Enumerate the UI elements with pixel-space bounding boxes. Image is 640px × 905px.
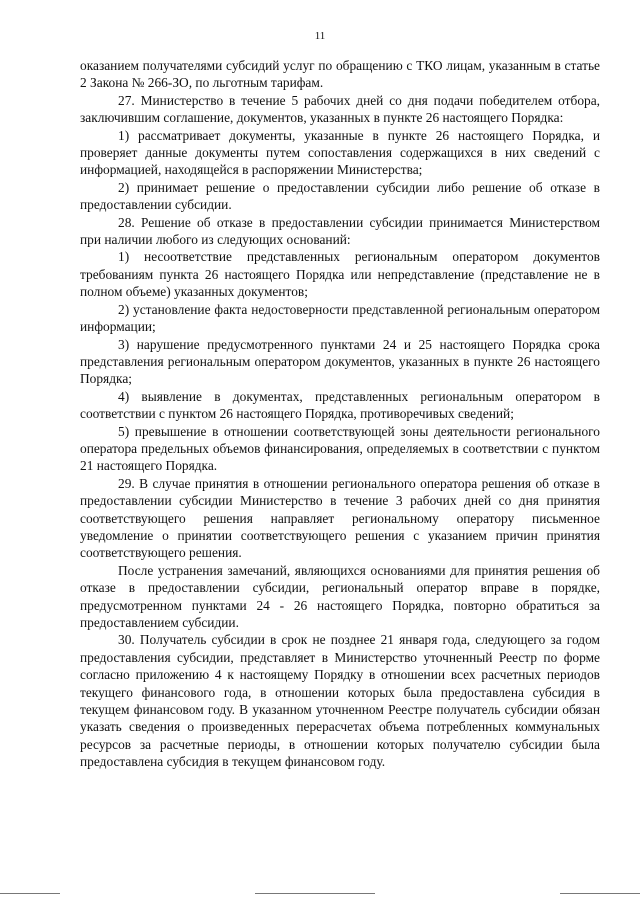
paragraph-item-29-resubmission: После устранения замечаний, являющихся основаниями для принятия решения об отказе в предоставлении субсидии, региональный оператор вправе в порядке, предусмотренном пунктами 24 - 26 настоящего Порядка, повторно обратиться за предоставлением субсидии. [80, 562, 600, 630]
paragraph-item-29: 29. В случае принятия в отношении регионального оператора решения об отказе в предоставлении субсидии Министерство в течение 3 рабочих дней со дня принятия соответствующего решения направляет региональному оператору письменное уведомление о принятии соответствующего решения с указанием причин принятия соответствующего решения. [80, 475, 600, 561]
paragraph-item-28-5: 5) превышение в отношении соответствующей зоны деятельности регионального оператора предельных объемов финансирования, определяемых в соответствии с пунктом 21 настоящего Порядка. [80, 423, 600, 474]
paragraph-continuation: оказанием получателями субсидий услуг по обращению с ТКО лицам, указанным в статье 2 Закона № 266-ЗО, по льготным тарифам. [80, 58, 600, 91]
scan-artifact-line [0, 893, 60, 894]
scan-artifact-line [255, 893, 375, 894]
document-body [80, 57, 600, 771]
paragraph-item-27-1: 1) рассматривает документы, указанные в пункте 26 настоящего Порядка, и проверяет данные документы путем сопоставления содержащихся в них сведений с информацией, находящейся в распоряжении Министерства; [80, 127, 600, 178]
paragraph-item-28: 28. Решение об отказе в предоставлении субсидии принимается Министерством при наличии любого из следующих оснований: [80, 214, 600, 248]
paragraph-item-27-2: 2) принимает решение о предоставлении субсидии либо решение об отказе в предоставлении субсидии. [80, 179, 600, 213]
scan-artifact-line [560, 893, 640, 894]
page-number: 11 [314, 30, 326, 42]
paragraph-item-28-2: 2) установление факта недостоверности представленной региональным оператором информации; [80, 301, 600, 335]
paragraph-item-27: 27. Министерство в течение 5 рабочих дней со дня подачи победителем отбора, заключившим соглашение, документов, указанных в пункте 26 настоящего Порядка: [80, 92, 600, 126]
paragraph-item-28-4: 4) выявление в документах, представленных региональным оператором в соответствии с пунктом 26 настоящего Порядка, противоречивых сведений; [80, 388, 600, 422]
paragraph-item-28-3: 3) нарушение предусмотренного пунктами 24 и 25 настоящего Порядка срока представления региональным оператором документов, указанных в пункте 26 настоящего Порядка; [80, 336, 600, 387]
paragraph-item-28-1: 1) несоответствие представленных региональным оператором документов требованиям пункта 26 настоящего Порядка или непредставление (представление не в полном объеме) указанных документов; [80, 249, 600, 300]
paragraph-item-30: 30. Получатель субсидии в срок не позднее 21 января года, следующего за годом предоставления субсидии, представляет в Министерство уточненный Реестр по форме согласно приложению 4 к настоящему Порядку в отношении всех расчетных периодов текущего финансового года, в отношении которых была предоставлена субсидия в текущем финансовом году. В указанном уточненном Реестре получатель субсидии обязан указать сведения о произведенных перерасчетах объема потребленных коммунальных ресурсов за расчетные периоды, в отношении которых получателю субсидии была предоставлена субсидия в текущем финансовом году. [80, 632, 600, 770]
